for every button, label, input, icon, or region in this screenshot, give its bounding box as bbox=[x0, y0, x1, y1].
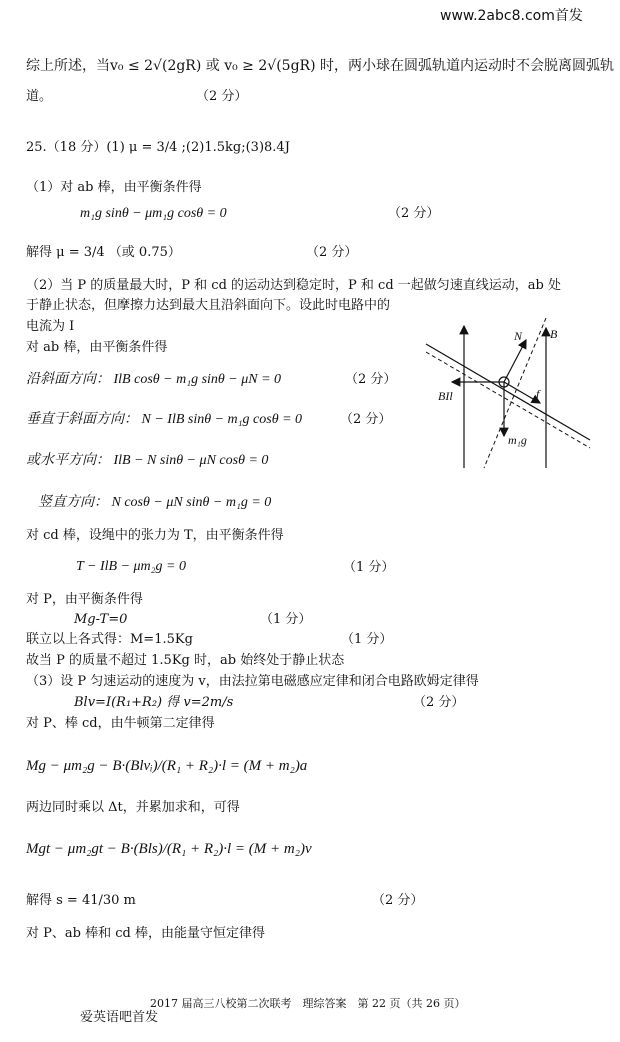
equation-blv: Blv=I(R₁+R₂) 得 v=2m/s bbox=[74, 695, 234, 710]
force-diagram bbox=[418, 318, 598, 473]
score: （2 分） bbox=[345, 372, 397, 387]
equation-horizontal: 或水平方向： IlB − N sinθ − μN cosθ = 0 bbox=[26, 453, 269, 468]
combined-result: 联立以上各式得：M=1.5Kg bbox=[26, 632, 193, 647]
equation-cd: T − IlB − μm₂g = 0 bbox=[76, 559, 186, 574]
score: （2 分） bbox=[306, 245, 358, 260]
score: （2 分） bbox=[388, 206, 440, 221]
label-BIl: BIl bbox=[438, 389, 453, 403]
equation-perpendicular: 垂直于斜面方向： N − IlB sinθ − m₁g cosθ = 0 bbox=[26, 412, 303, 427]
conclusion-line: 综上所述，当v₀ ≤ 2√(2gR) 或 v₀ ≥ 2√(5gR) 时，两小球在圆弧轨道内运动时不会脱离圆弧轨 bbox=[26, 58, 614, 74]
score: （2 分） bbox=[340, 412, 392, 427]
conclusion-line-end: 道。 bbox=[26, 89, 53, 104]
equation-1: m₁g sinθ − μm₁g cosθ = 0 bbox=[80, 206, 227, 221]
conclusion-part-2: 故当 P 的质量不超过 1.5Kg 时，ab 始终处于静止状态 bbox=[26, 653, 345, 668]
label-m1g: m₁g bbox=[508, 433, 527, 447]
energy-intro: 对 P、ab 棒和 cd 棒，由能量守恒定律得 bbox=[26, 926, 265, 941]
part-2-text: （2）当 P 的质量最大时，P 和 cd 的运动达到稳定时，P 和 cd 一起做匀速直线运动，ab 处 bbox=[26, 278, 561, 293]
cd-intro: 对 cd 棒，设绳中的张力为 T，由平衡条件得 bbox=[26, 528, 284, 543]
footer-watermark: 爱英语吧首发 bbox=[80, 1010, 159, 1025]
score: （2 分） bbox=[372, 893, 424, 908]
label-N: N bbox=[514, 329, 523, 343]
score: （2 分） bbox=[413, 695, 465, 710]
equation-summed: Mgt − μm₂gt − B·(Bls)/(R₁ + R₂)·l = (M + m₂)v bbox=[26, 841, 312, 857]
question-25-heading: 25.（18 分）(1) μ = 3/4 ;(2)1.5kg;(3)8.4J bbox=[26, 140, 290, 155]
summation-intro: 两边同时乘以 Δt，并累加求和，可得 bbox=[26, 800, 240, 815]
site-watermark: www.2abc8.com首发 bbox=[440, 8, 583, 24]
label-B: B bbox=[550, 327, 558, 341]
part-2-text: 对 ab 棒，由平衡条件得 bbox=[26, 340, 168, 355]
equation-newton: Mg − μm₂g − B·(Blvᵢ)/(R₁ + R₂)·l = (M + m₂)a bbox=[26, 758, 308, 774]
score: （1 分） bbox=[343, 560, 395, 575]
score: （2 分） bbox=[196, 89, 248, 104]
p-intro: 对 P，由平衡条件得 bbox=[26, 592, 143, 607]
part-3-intro: （3）设 P 匀速运动的速度为 v，由法拉第电磁感应定律和闭合电路欧姆定律得 bbox=[26, 674, 479, 689]
score: （1 分） bbox=[260, 612, 312, 627]
equation-p: Mg-T=0 bbox=[74, 612, 128, 627]
page-footer: 2017 届高三八校第二次联考 理综答案 第 22 页（共 26 页） bbox=[150, 997, 466, 1010]
score: （1 分） bbox=[341, 632, 393, 647]
solution-mu: 解得 μ = 3/4 （或 0.75） bbox=[26, 245, 181, 260]
newton-intro: 对 P、棒 cd，由牛顿第二定律得 bbox=[26, 716, 215, 731]
solution-distance: 解得 s = 41/30 m bbox=[26, 893, 136, 908]
equation-along-incline: 沿斜面方向： IlB cosθ − m₁g sinθ − μN = 0 bbox=[26, 372, 282, 387]
part-2-text: 电流为 I bbox=[26, 319, 75, 334]
label-f: f bbox=[536, 387, 540, 401]
part-2-text: 于静止状态，但摩擦力达到最大且沿斜面向下。设此时电路中的 bbox=[26, 298, 391, 313]
equation-vertical: 竖直方向： N cosθ − μN sinθ − m₁g = 0 bbox=[38, 495, 272, 510]
step-1-intro: （1）对 ab 棒，由平衡条件得 bbox=[26, 180, 202, 195]
normal-force-arrow bbox=[504, 340, 526, 382]
